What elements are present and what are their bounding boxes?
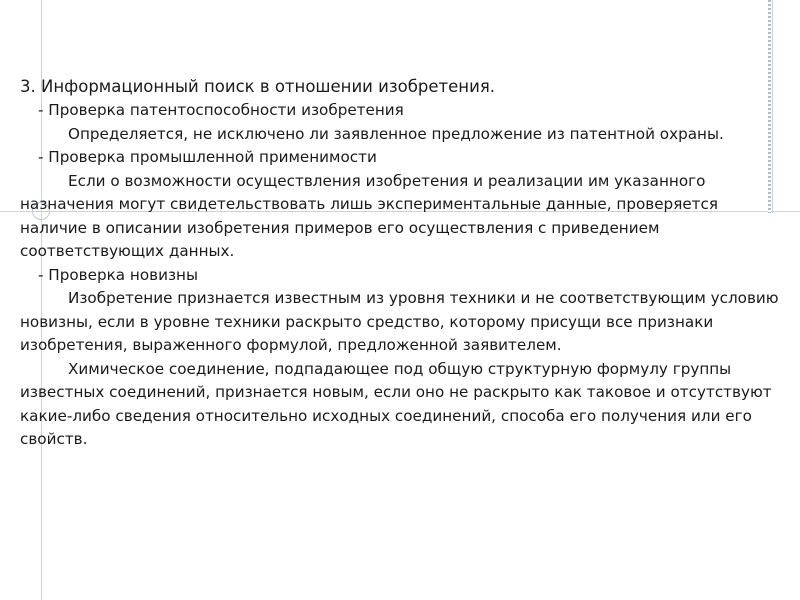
section-heading-novelty: - Проверка новизны — [38, 265, 198, 284]
slide-content — [20, 75, 785, 452]
section-heading-patentability: - Проверка патентоспособности изобретения — [38, 101, 404, 119]
section-heading-industrial-applicability: - Проверка промышленной применимости — [38, 148, 377, 166]
slide-title: 3. Информационный поиск в отношении изобретения. — [20, 77, 495, 96]
paragraph-patentability: Определяется, не исключено ли заявленное предложение из патентной охраны. — [68, 124, 724, 143]
paragraph-novelty-2: Химическое соединение, подпадающее под общую структурную формулу группы известных соединений, признается новым, если оно не раскрыто как таковое и отсутствуют какие-либо сведения относительно исходных соединений, способа его получения или его свойств. — [20, 359, 772, 448]
paragraph-industrial-applicability: Если о возможности осуществления изобретения и реализации им указанного назначения могут свидетельствовать лишь экспериментальные данные, проверяется наличие в описании изобретения примеров его осуществления с приведением соответствующих данных. — [20, 171, 719, 260]
paragraph-novelty-1: Изобретение признается известным из уровня техники и не соответствующим условию новизны, если в уровне техники раскрыто средство, которому присущи все признаки изобретения, выраженного формулой, предложенной заявителем. — [20, 289, 779, 354]
